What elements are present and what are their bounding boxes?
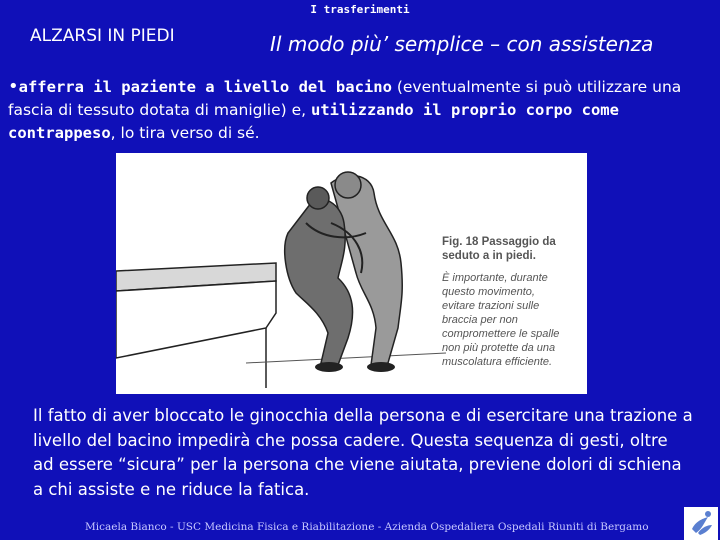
figure-caption-lines <box>442 271 559 368</box>
floor-line <box>246 353 446 363</box>
patient-body-shape <box>285 199 353 365</box>
figure-caption-line: muscolatura efficiente. <box>442 356 553 368</box>
top-label: I trasferimenti <box>310 3 410 16</box>
patient-head-shape <box>307 187 329 209</box>
bullet-bold-text-1: afferra il paziente a livello del bacino <box>18 78 392 96</box>
logo-icon <box>684 507 718 540</box>
figure-caption-title-1: Fig. 18 Passaggio da <box>442 236 556 248</box>
helper-head-shape <box>335 172 361 198</box>
slide-title: Il modo più’ semplice – con assistenza <box>270 32 654 56</box>
figure-caption-line: È importante, durante <box>442 272 548 284</box>
figure-caption-title-2: seduto a in piedi. <box>442 250 536 262</box>
figure-caption-line: evitare trazioni sulle <box>442 300 540 312</box>
helper-shoe-shape <box>367 362 395 372</box>
bullet-bold-text-3: utilizzando il proprio corpo come contrappeso <box>8 101 619 142</box>
figure-caption-line: questo movimento, <box>442 286 535 298</box>
patient-shoe-shape <box>315 362 343 372</box>
figure-caption-line: braccia per non <box>442 314 518 326</box>
institution-logo <box>684 507 718 540</box>
bullet-text-4: , lo tira verso di sé. <box>110 124 260 142</box>
section-title: ALZARSI IN PIEDI <box>30 26 175 46</box>
figure-caption-line: non più protette da una <box>442 342 556 354</box>
bullet-dot-icon: • <box>8 76 19 97</box>
bed-side-shape <box>116 281 276 358</box>
bullet-text-2: (eventualmente si può utilizzare una fascia di tessuto dotata di maniglie) e, <box>8 78 682 119</box>
transfer-illustration <box>116 153 587 394</box>
figure-caption-line: compromettere le spalle <box>442 328 560 340</box>
bullet-paragraph <box>8 75 713 145</box>
illustration-figure <box>116 153 587 394</box>
footer-credit: Micaela Bianco - USC Medicina Fisica e Riabilitazione - Azienda Ospedaliera Ospedali Riuniti di Bergamo <box>85 521 649 533</box>
body-text: Il fatto di aver bloccato le ginocchia della persona e di esercitare una trazione a livello del bacino impedirà che possa cadere. Questa sequenza di gesti, oltre ad essere “sicura” per la persona che viene aiutata, previene dolori di schiena a chi assiste e ne riduce la fatica. <box>33 406 693 499</box>
